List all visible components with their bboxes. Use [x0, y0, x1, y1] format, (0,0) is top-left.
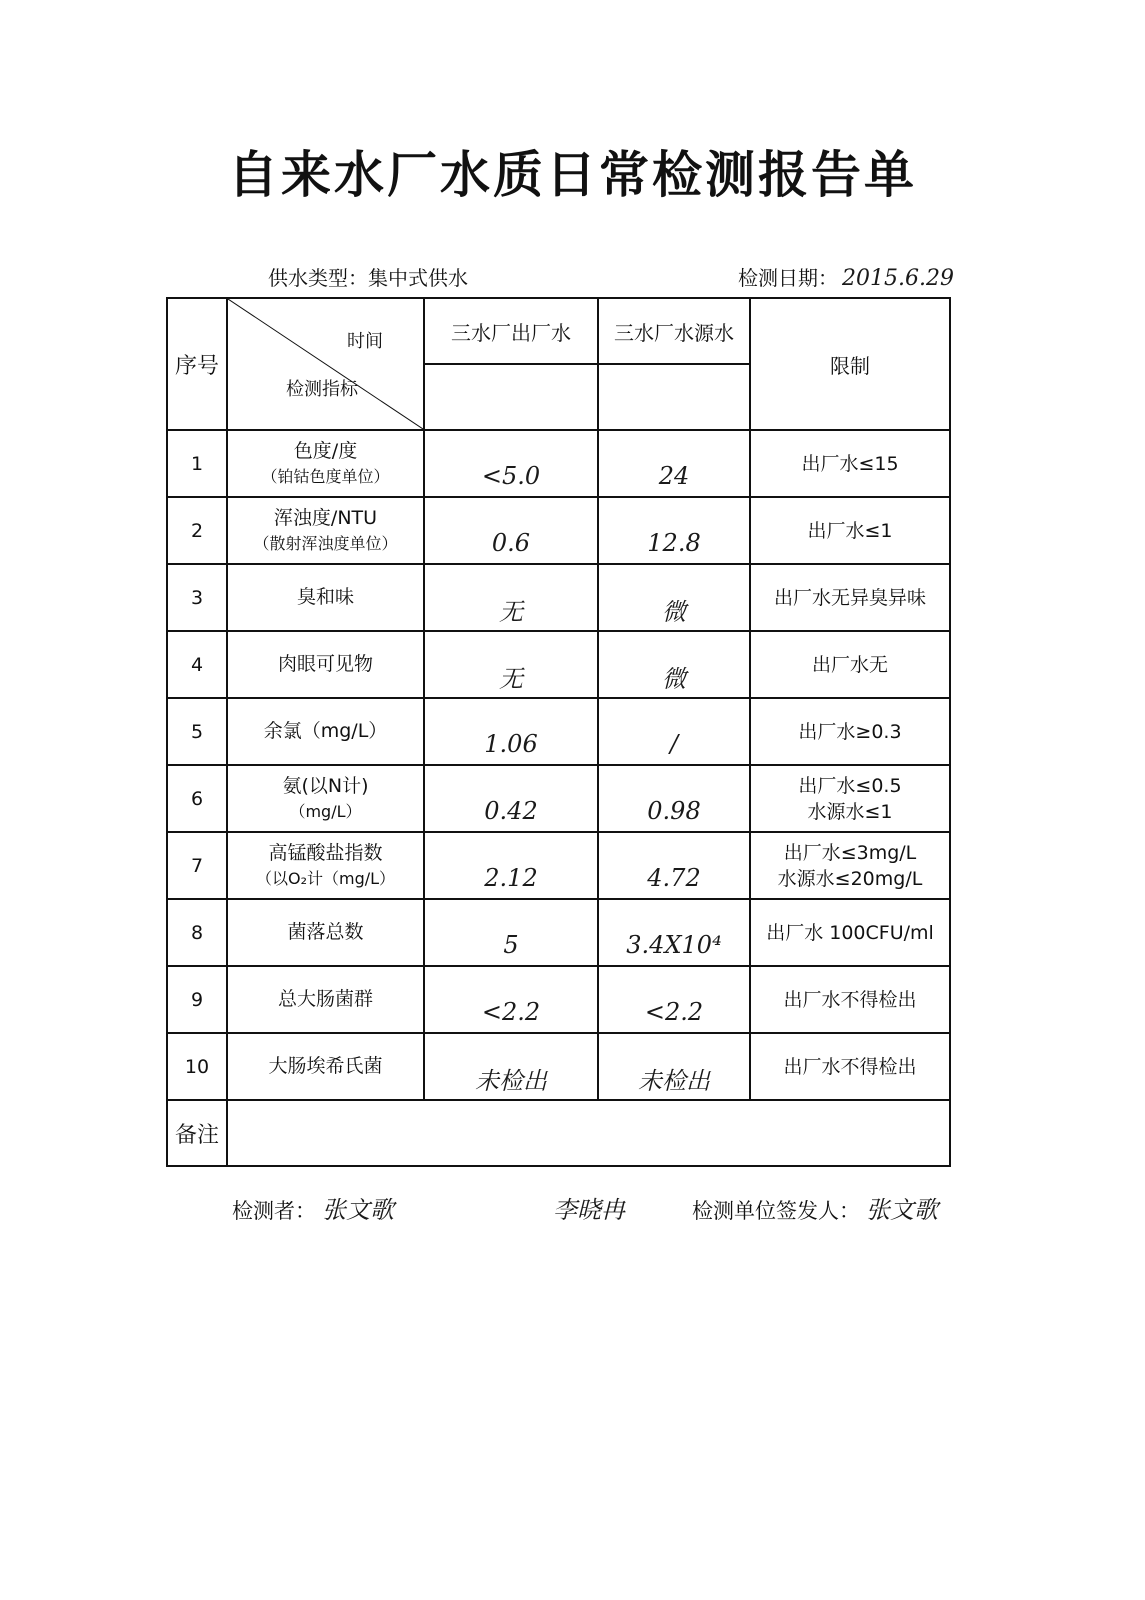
- outlet-value: 5: [503, 930, 519, 959]
- second-signer: [553, 1190, 625, 1225]
- table-row: [167, 765, 950, 832]
- outlet-value: 无: [499, 598, 523, 626]
- col-header-limit: 限制: [750, 298, 950, 430]
- outlet-value: 1.06: [484, 729, 538, 758]
- source-value-cell: [598, 698, 750, 765]
- table-row: [167, 1033, 950, 1100]
- table-row: [167, 564, 950, 631]
- indicator-cell: [227, 698, 424, 765]
- outlet-value-cell: [424, 832, 598, 899]
- row-number: 8: [167, 899, 227, 966]
- source-value-cell: [598, 564, 750, 631]
- indicator-unit: （铂钴色度单位）: [261, 467, 390, 486]
- source-value: 微: [662, 598, 686, 626]
- row-number: 4: [167, 631, 227, 698]
- indicator-cell: [227, 899, 424, 966]
- indicator-name: 色度/度: [293, 440, 358, 462]
- tester: [232, 1190, 394, 1225]
- limit-text: 出厂水无异臭异味: [773, 586, 926, 609]
- limit-cell: [750, 966, 950, 1033]
- source-value-cell: [598, 832, 750, 899]
- tester-signature: 张文歌: [322, 1196, 394, 1224]
- table-row: [167, 899, 950, 966]
- outlet-value-cell: [424, 430, 598, 497]
- table-row: [167, 966, 950, 1033]
- indicator-name: 高锰酸盐指数: [268, 842, 383, 864]
- limit-text: 出厂水≤15: [801, 452, 899, 475]
- source-value-cell: [598, 631, 750, 698]
- outlet-value: 0.6: [491, 528, 531, 557]
- outlet-value-cell: [424, 765, 598, 832]
- outlet-value-cell: [424, 564, 598, 631]
- table-row: [167, 832, 950, 899]
- indicator-name: 余氯（mg/L）: [263, 720, 388, 742]
- supply-type: [268, 262, 468, 291]
- test-date: [738, 262, 954, 291]
- limit-text: 出厂水≥0.3: [798, 720, 902, 743]
- row-number: 7: [167, 832, 227, 899]
- issuer: [692, 1190, 938, 1225]
- indicator-unit: （以O₂计（mg/L）: [255, 869, 396, 888]
- limit-cell: [750, 899, 950, 966]
- row-number: 9: [167, 966, 227, 1033]
- source-value-cell: [598, 899, 750, 966]
- source-value: 4.72: [647, 863, 701, 892]
- indicator-cell: [227, 765, 424, 832]
- remark-row: [167, 1100, 950, 1166]
- col-header-source-blank: [598, 364, 750, 430]
- outlet-value: 无: [499, 665, 523, 693]
- remark-label: 备注: [167, 1100, 227, 1166]
- diag-time-label: 时间: [347, 331, 383, 352]
- table-row: [167, 430, 950, 497]
- source-value-cell: [598, 430, 750, 497]
- indicator-cell: [227, 430, 424, 497]
- outlet-value: 未检出: [475, 1067, 547, 1095]
- diagonal-header-cell: [227, 298, 424, 430]
- row-number: 5: [167, 698, 227, 765]
- issuer-label: 检测单位签发人：: [692, 1199, 860, 1223]
- source-value: 3.4X10⁴: [626, 930, 722, 959]
- col-header-outlet-blank: [424, 364, 598, 430]
- table-row: [167, 631, 950, 698]
- indicator-name: 肉眼可见物: [277, 653, 373, 675]
- outlet-value: 0.42: [484, 796, 538, 825]
- source-value: 0.98: [647, 796, 701, 825]
- limit-cell: [750, 564, 950, 631]
- indicator-cell: [227, 966, 424, 1033]
- outlet-value: 2.12: [484, 863, 538, 892]
- test-date-label: 检测日期：: [738, 266, 838, 290]
- limit-cell: [750, 765, 950, 832]
- limit-cell: [750, 1033, 950, 1100]
- outlet-value-cell: [424, 966, 598, 1033]
- test-date-value: 2015.6.29: [842, 266, 954, 291]
- outlet-value: <5.0: [481, 461, 541, 490]
- limit-text: 出厂水不得检出: [783, 988, 917, 1011]
- row-number: 10: [167, 1033, 227, 1100]
- issuer-signature: 张文歌: [866, 1196, 938, 1224]
- indicator-name: 总大肠菌群: [277, 988, 373, 1010]
- indicator-name: 氨(以N计): [282, 775, 369, 797]
- source-value: /: [669, 729, 679, 758]
- row-number: 3: [167, 564, 227, 631]
- table-row: [167, 698, 950, 765]
- limit-text-2: 水源水≤20mg/L: [777, 867, 923, 890]
- table-row: [167, 497, 950, 564]
- supply-type-label: 供水类型：: [268, 266, 368, 290]
- row-number: 1: [167, 430, 227, 497]
- page-title: 自来水厂水质日常检测报告单: [228, 146, 917, 204]
- indicator-name: 菌落总数: [287, 921, 364, 943]
- limit-text: 出厂水≤0.5: [798, 774, 902, 797]
- report-table: [166, 297, 951, 1167]
- remark-value: [227, 1100, 950, 1166]
- indicator-cell: [227, 564, 424, 631]
- source-value-cell: [598, 1033, 750, 1100]
- limit-cell: [750, 832, 950, 899]
- row-number: 6: [167, 765, 227, 832]
- indicator-cell: [227, 832, 424, 899]
- indicator-cell: [227, 1033, 424, 1100]
- limit-text: 出厂水≤1: [807, 519, 893, 542]
- row-number: 2: [167, 497, 227, 564]
- outlet-value: <2.2: [481, 997, 541, 1026]
- limit-cell: [750, 698, 950, 765]
- source-value: 未检出: [638, 1067, 710, 1095]
- outlet-value-cell: [424, 631, 598, 698]
- diag-item-label: 检测指标: [286, 379, 358, 400]
- indicator-unit: （散射浑浊度单位）: [253, 534, 398, 553]
- limit-cell: [750, 497, 950, 564]
- supply-type-value: 集中式供水: [368, 266, 468, 290]
- limit-text: 出厂水 100CFU/ml: [766, 921, 934, 944]
- limit-cell: [750, 430, 950, 497]
- col-header-source: 三水厂水源水: [598, 298, 750, 364]
- source-value-cell: [598, 497, 750, 564]
- col-header-outlet: 三水厂出厂水: [424, 298, 598, 364]
- limit-text-2: 水源水≤1: [807, 800, 893, 823]
- seq-header: 序号: [167, 298, 227, 430]
- outlet-value-cell: [424, 899, 598, 966]
- source-value: 12.8: [647, 528, 701, 557]
- source-value-cell: [598, 966, 750, 1033]
- indicator-unit: （mg/L）: [289, 802, 362, 821]
- indicator-name: 浑浊度/NTU: [273, 507, 378, 529]
- indicator-cell: [227, 497, 424, 564]
- limit-text: 出厂水不得检出: [783, 1055, 917, 1078]
- outlet-value-cell: [424, 497, 598, 564]
- indicator-name: 大肠埃希氏菌: [268, 1055, 383, 1077]
- tester-label: 检测者：: [232, 1199, 316, 1223]
- source-value: 24: [658, 461, 690, 490]
- diagonal-line: [228, 299, 423, 429]
- source-value-cell: [598, 765, 750, 832]
- indicator-name: 臭和味: [296, 586, 354, 608]
- indicator-cell: [227, 631, 424, 698]
- limit-cell: [750, 631, 950, 698]
- outlet-value-cell: [424, 1033, 598, 1100]
- source-value: <2.2: [644, 997, 704, 1026]
- second-signature: 李晓冉: [553, 1196, 625, 1224]
- limit-text: 出厂水≤3mg/L: [783, 841, 917, 864]
- limit-text: 出厂水无: [811, 653, 888, 676]
- source-value: 微: [662, 665, 686, 693]
- outlet-value-cell: [424, 698, 598, 765]
